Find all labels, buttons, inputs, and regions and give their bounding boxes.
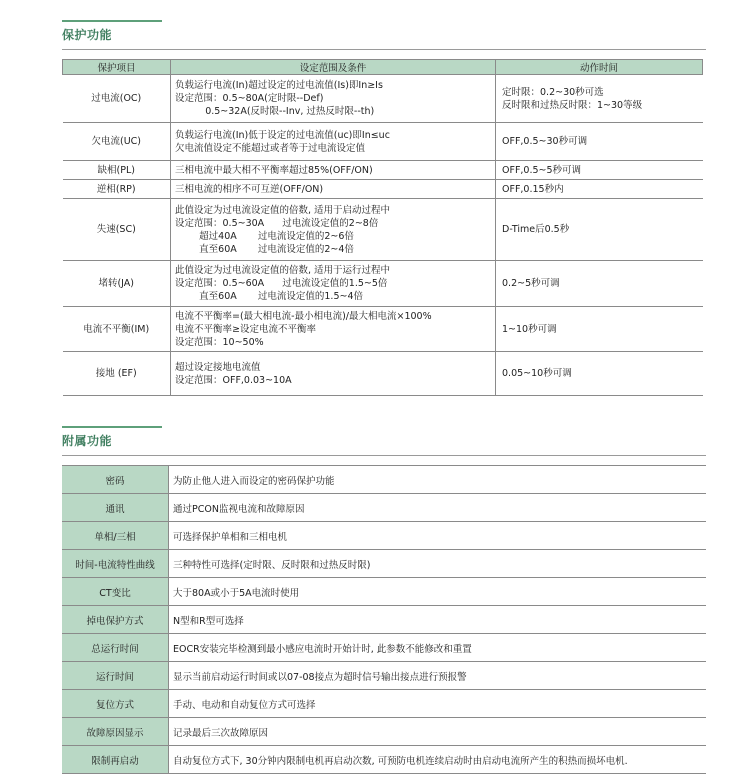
- protection-time: [496, 307, 703, 352]
- protection-row: [63, 161, 703, 180]
- protection-row: [63, 261, 703, 307]
- auxiliary-row: [62, 578, 706, 606]
- protection-time: [496, 180, 703, 199]
- condition-line: 直至60A 过电流设定值的1.5~4倍: [175, 291, 363, 302]
- auxiliary-row: [62, 662, 706, 690]
- auxiliary-description: 显示当前启动运行时间或以07-08接点为超时信号输出接点进行预报警: [169, 662, 707, 690]
- auxiliary-row: [62, 746, 706, 774]
- auxiliary-row: [62, 494, 706, 522]
- protection-row: [63, 123, 703, 161]
- protection-table: [62, 59, 703, 396]
- auxiliary-description: 自动复位方式下, 30分钟内限制电机再启动次数, 可预防电机连续启动时由启动电流所产生的积热而损坏电机.: [169, 746, 707, 774]
- auxiliary-row: [62, 634, 706, 662]
- protection-item: 电流不平衡(IM): [63, 307, 171, 352]
- protection-time: [496, 123, 703, 161]
- auxiliary-description: 为防止他人进入而设定的密码保护功能: [169, 466, 707, 494]
- protection-condition: [171, 261, 496, 307]
- auxiliary-label: 单相/三相: [62, 522, 169, 550]
- protection-row: [63, 307, 703, 352]
- protection-time: [496, 75, 703, 123]
- header-condition: 设定范围及条件: [171, 60, 496, 75]
- protection-item: 失速(SC): [63, 199, 171, 261]
- protection-time: [496, 352, 703, 396]
- condition-line: 设定范围：0.5~80A(定时限--Def): [175, 93, 324, 104]
- auxiliary-row: [62, 522, 706, 550]
- protection-item: 逆相(RP): [63, 180, 171, 199]
- protection-item: 接地 (EF): [63, 352, 171, 396]
- protection-time: [496, 161, 703, 180]
- protection-row: [63, 352, 703, 396]
- condition-line: 0.5~32A(反时限--Inv, 过热反时限--th): [175, 106, 375, 117]
- protection-row: [63, 180, 703, 199]
- condition-line: 直至60A 过电流设定值的2~4倍: [175, 243, 354, 255]
- auxiliary-row: [62, 718, 706, 746]
- protection-condition: [171, 75, 496, 123]
- protection-condition: [171, 180, 496, 199]
- auxiliary-description: 三种特性可选择(定时限、反时限和过热反时限): [169, 550, 707, 578]
- auxiliary-row: [62, 606, 706, 634]
- auxiliary-table: [62, 465, 706, 774]
- time-line: 0.05~10秒可调: [502, 368, 572, 379]
- condition-line: 此值设定为过电流设定值的倍数, 适用于启动过程中: [175, 204, 391, 216]
- protection-time: [496, 199, 703, 261]
- condition-line: 三相电流中最大相不平衡率超过85%(OFF/ON): [175, 164, 373, 176]
- protection-condition: [171, 352, 496, 396]
- protection-item: 缺相(PL): [63, 161, 171, 180]
- condition-line: 三相电流的相序不可互逆(OFF/ON): [175, 183, 324, 195]
- protection-item: 过电流(OC): [63, 75, 171, 123]
- auxiliary-section-header: [62, 426, 706, 456]
- protection-time: [496, 261, 703, 307]
- condition-line: 电流不平衡率=(最大相电流-最小相电流)/最大相电流×100%: [175, 310, 432, 322]
- auxiliary-label: 限制再启动: [62, 746, 169, 774]
- condition-line: 设定范围：OFF,0.03~10A: [175, 374, 292, 386]
- section-accent-bar: [62, 426, 162, 428]
- auxiliary-label: 掉电保护方式: [62, 606, 169, 634]
- condition-line: 设定范围：0.5~30A 过电流设定值的2~8倍: [175, 217, 379, 229]
- protection-item: 堵转(JA): [63, 261, 171, 307]
- section-accent-bar: [62, 20, 162, 22]
- auxiliary-label: 通讯: [62, 494, 169, 522]
- header-time: 动作时间: [496, 60, 703, 75]
- auxiliary-description: 手动、电动和自动复位方式可选择: [169, 690, 707, 718]
- auxiliary-description: N型和R型可选择: [169, 606, 707, 634]
- condition-line: 负载运行电流(In)超过设定的过电流值(Is)即In≥Is: [175, 80, 383, 91]
- protection-condition: [171, 199, 496, 261]
- auxiliary-description: 通过PCON监视电流和故障原因: [169, 494, 707, 522]
- auxiliary-label: 故障原因显示: [62, 718, 169, 746]
- auxiliary-description: 记录最后三次故障原因: [169, 718, 707, 746]
- protection-item: 欠电流(UC): [63, 123, 171, 161]
- condition-line: 超过设定接地电流值: [175, 361, 261, 373]
- time-line: 反时限和过热反时限：1~30等级: [502, 99, 643, 111]
- time-line: D-Time后0.5秒: [502, 224, 570, 235]
- time-line: OFF,0.5~30秒可调: [502, 136, 588, 147]
- auxiliary-row: [62, 690, 706, 718]
- auxiliary-row: [62, 466, 706, 494]
- condition-line: 超过40A 过电流设定值的2~6倍: [175, 230, 354, 242]
- condition-line: 欠电流值设定不能超过或者等于过电流设定值: [175, 142, 366, 154]
- protection-section-header: [62, 20, 706, 50]
- auxiliary-label: CT变比: [62, 578, 169, 606]
- auxiliary-description: 可选择保护单相和三相电机: [169, 522, 707, 550]
- condition-line: 设定范围：10~50%: [175, 336, 264, 348]
- auxiliary-row: [62, 550, 706, 578]
- section-divider: [62, 455, 706, 456]
- time-line: OFF,0.5~5秒可调: [502, 164, 582, 176]
- condition-line: 设定范围：0.5~60A 过电流设定值的1.5~5倍: [175, 278, 388, 289]
- protection-table-header: [63, 60, 703, 75]
- condition-line: 负载运行电流(In)低于设定的过电流值(uc)即In≤uc: [175, 129, 390, 141]
- auxiliary-description: EOCR安装完毕检测到最小感应电流时开始计时, 此参数不能修改和重置: [169, 634, 707, 662]
- auxiliary-label: 总运行时间: [62, 634, 169, 662]
- time-line: 定时限：0.2~30秒可选: [502, 86, 604, 98]
- protection-row: [63, 199, 703, 261]
- header-item: 保护项目: [63, 60, 171, 75]
- section-divider: [62, 49, 706, 50]
- protection-condition: [171, 307, 496, 352]
- auxiliary-label: 密码: [62, 466, 169, 494]
- protection-condition: [171, 123, 496, 161]
- condition-line: 电流不平衡率≥设定电流不平衡率: [175, 323, 316, 335]
- time-line: OFF,0.15秒内: [502, 183, 564, 195]
- auxiliary-description: 大于80A或小于5A电流时使用: [169, 578, 707, 606]
- condition-line: 此值设定为过电流设定值的倍数, 适用于运行过程中: [175, 265, 391, 276]
- time-line: 0.2~5秒可调: [502, 278, 560, 289]
- protection-condition: [171, 161, 496, 180]
- auxiliary-label: 运行时间: [62, 662, 169, 690]
- protection-section-title: 保护功能: [62, 28, 113, 42]
- auxiliary-label: 时间-电流特性曲线: [62, 550, 169, 578]
- auxiliary-section-title: 附属功能: [62, 434, 113, 448]
- auxiliary-label: 复位方式: [62, 690, 169, 718]
- protection-row: [63, 75, 703, 123]
- time-line: 1~10秒可调: [502, 323, 557, 335]
